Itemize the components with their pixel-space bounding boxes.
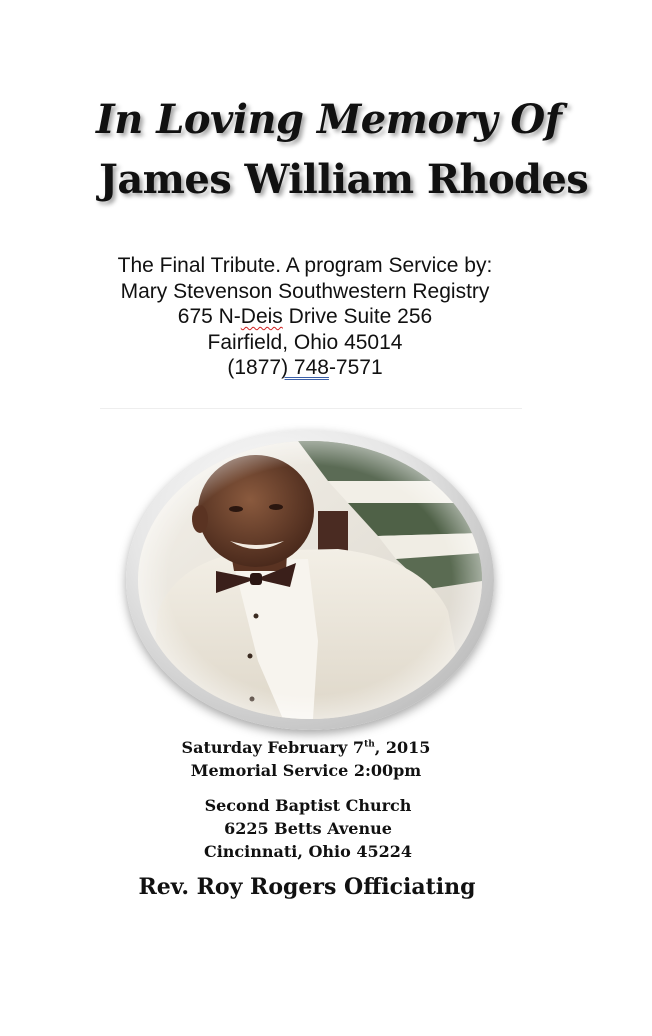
address-street-rest: Drive Suite 256 (282, 305, 433, 329)
officiant: Rev. Roy Rogers Officiating (138, 874, 476, 900)
deceased-name: James William Rhodes (99, 156, 589, 203)
service-date-ordinal: th (364, 739, 375, 750)
phone-prefix-flagged: ) 748 (281, 356, 329, 380)
service-provider-block (80, 253, 530, 381)
church-city: Cincinnati, Ohio 45224 (203, 842, 413, 861)
address-street-flagged: Deis (240, 305, 283, 329)
memorial-heading: In Loving Memory Of (96, 96, 562, 143)
provider-phone (80, 355, 530, 381)
service-date-main: Saturday February 7 (181, 738, 365, 757)
service-date-year: , 2015 (374, 738, 431, 757)
church-name: Second Baptist Church (204, 796, 412, 815)
provider-address (80, 304, 530, 330)
provider-intro: The Final Tribute. A program Service by: (117, 254, 493, 277)
phone-line: -7571 (328, 356, 383, 380)
church-street: 6225 Betts Avenue (224, 819, 392, 838)
provider-name: Mary Stevenson Southwestern Registry (120, 279, 490, 303)
phone-area: (1877 (227, 356, 282, 380)
divider (100, 408, 522, 409)
provider-city: Fairfield, Ohio 45014 (207, 330, 403, 354)
service-time: Memorial Service 2:00pm (190, 761, 422, 780)
portrait-photo-icon (138, 441, 482, 719)
address-number: 675 N- (177, 305, 241, 329)
service-date (120, 738, 492, 757)
